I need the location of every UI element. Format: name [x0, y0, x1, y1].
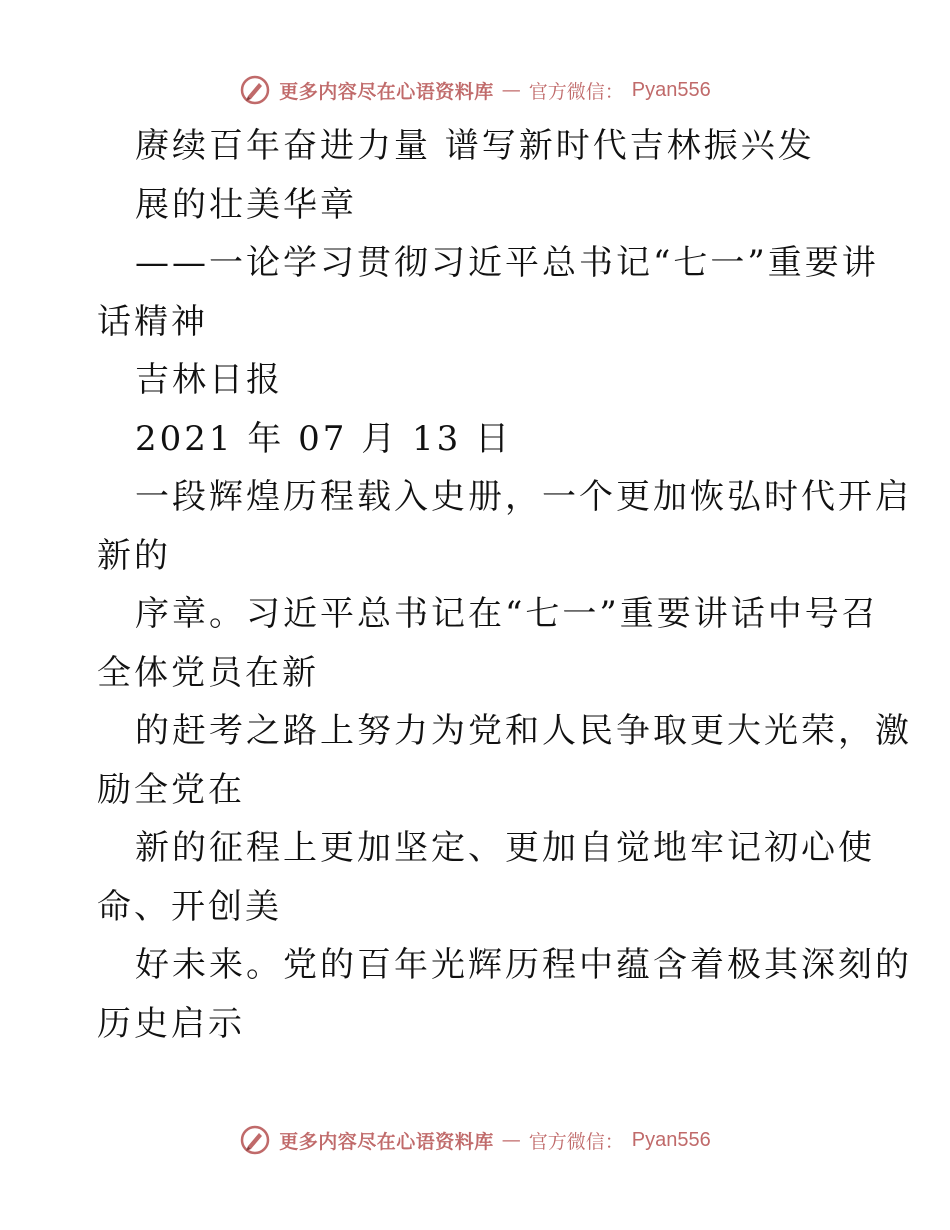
paragraph-line: 好未来。党的百年光辉历程中蕴含着极其深刻的 [135, 945, 912, 985]
paragraph-line: 一段辉煌历程载入史册，一个更加恢弘时代开启 [135, 477, 912, 517]
watermark-wechat-label: 官方微信： [528, 80, 624, 103]
paragraph-line: 新的 [97, 535, 171, 576]
paragraph-line: 的赶考之路上努力为党和人民争取更大光荣，激 [135, 711, 912, 751]
paragraph-line: 序章。习近平总书记在“七一”重要讲话中号召 [135, 594, 879, 634]
watermark-separator: — [501, 79, 521, 101]
pen-logo-icon [239, 1124, 271, 1156]
article-subtitle-line-2: 话精神 [97, 301, 208, 342]
pen-logo-icon [239, 74, 271, 106]
article-subtitle-line-1: ——一论学习贯彻习近平总书记“七一”重要讲 [135, 243, 879, 283]
watermark-wechat-id: Pyan556 [631, 1128, 711, 1151]
watermark-wechat-id: Pyan556 [631, 78, 711, 101]
watermark-header [0, 70, 950, 110]
watermark-footer [0, 1120, 950, 1160]
article-date: 2021 年 07 月 13 日 [135, 418, 513, 459]
watermark-separator: — [501, 1129, 521, 1151]
article-title-line-1: 赓续百年奋进力量 谱写新时代吉林振兴发 [135, 126, 815, 166]
article-body [97, 117, 912, 1053]
paragraph-line: 历史启示 [97, 1003, 245, 1044]
watermark-site-text: 更多内容尽在心语资料库 [279, 1130, 494, 1153]
article-source: 吉林日报 [135, 360, 283, 400]
watermark-wechat-label: 官方微信： [528, 1130, 624, 1153]
paragraph-line: 全体党员在新 [97, 652, 319, 693]
paragraph-line: 新的征程上更加坚定、更加自觉地牢记初心使 [135, 828, 875, 868]
article-title-line-2: 展的壮美华章 [135, 184, 357, 225]
watermark-site-text: 更多内容尽在心语资料库 [279, 80, 494, 103]
paragraph-line: 命、开创美 [97, 886, 282, 927]
paragraph-line: 励全党在 [97, 769, 245, 810]
